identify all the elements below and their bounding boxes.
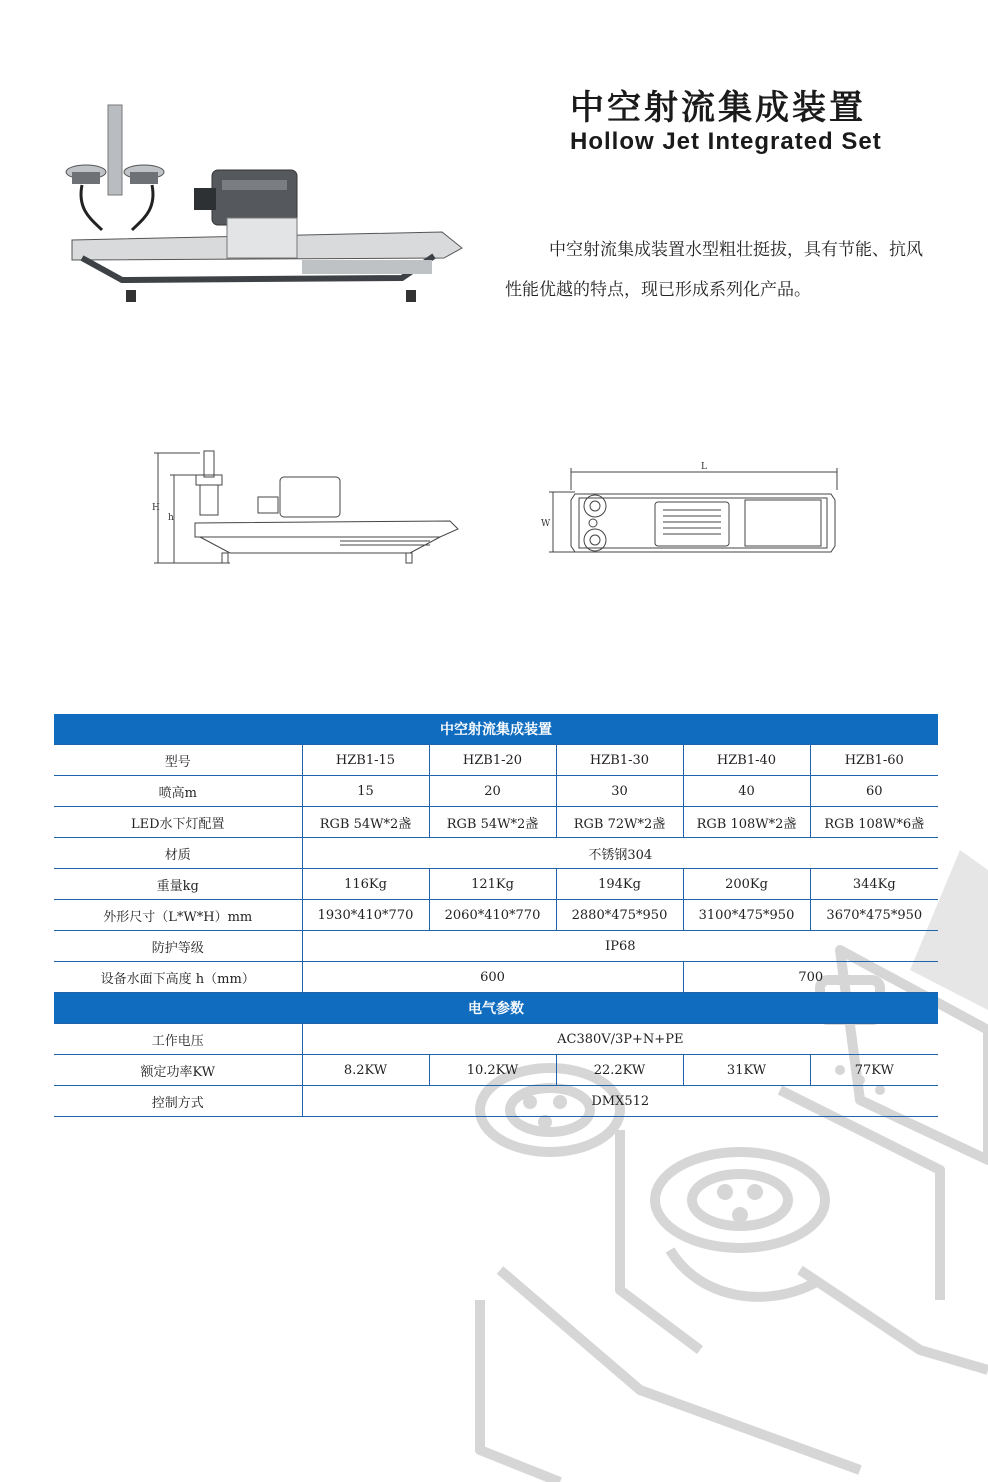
cell: 22.2KW [556,1055,683,1086]
cell: RGB 54W*2盏 [302,807,429,838]
cell: 31KW [683,1055,810,1086]
cell: 194Kg [556,869,683,900]
cell: HZB1-40 [683,745,810,776]
table-row-voltage [54,1024,938,1055]
row-label: 防护等级 [54,931,302,962]
cell: 不锈钢304 [302,838,938,869]
cell: 15 [302,776,429,807]
cell: 3100*475*950 [683,900,810,931]
cell: 700 [683,962,938,993]
cell: 200Kg [683,869,810,900]
cell: 3670*475*950 [810,900,938,931]
table-row-led [54,807,938,838]
row-label: 材质 [54,838,302,869]
page-subtitle: Hollow Jet Integrated Set [570,128,882,155]
cell: 344Kg [810,869,938,900]
row-label: 型号 [54,745,302,776]
spec-table [54,714,938,1117]
side-view-drawing [140,445,465,575]
page-title: 中空射流集成装置 [570,88,866,128]
cell: HZB1-30 [556,745,683,776]
cell: 1930*410*770 [302,900,429,931]
jet-nozzle-pipe [108,105,122,195]
table-row-protection [54,931,938,962]
cell: RGB 72W*2盏 [556,807,683,838]
cell: 20 [429,776,556,807]
dim-label-H: H [152,503,160,513]
table-row-weight [54,869,938,900]
table-section-header [54,714,938,745]
dim-label-W: W [541,519,551,529]
cell: AC380V/3P+N+PE [302,1024,938,1055]
table-row-dimensions [54,900,938,931]
table-row-power [54,1055,938,1086]
table-row-control [54,1086,938,1117]
cell: 116Kg [302,869,429,900]
cell: 60 [810,776,938,807]
cell: 121Kg [429,869,556,900]
cell: HZB1-20 [429,745,556,776]
product-description: 中空射流集成装置水型粗壮挺拔，具有节能、抗风性能优越的特点，现已形成系列化产品。 [505,240,923,300]
cell: 77KW [810,1055,938,1086]
cell: RGB 54W*2盏 [429,807,556,838]
row-label: 控制方式 [54,1086,302,1117]
cell: 8.2KW [302,1055,429,1086]
dim-label-L: L [701,462,707,472]
cell: 30 [556,776,683,807]
cell: HZB1-15 [302,745,429,776]
row-label: 额定功率KW [54,1055,302,1086]
cell: RGB 108W*2盏 [683,807,810,838]
product-photo [62,100,480,315]
top-view-drawing [535,460,845,570]
cell: HZB1-60 [810,745,938,776]
table-row-depth [54,962,938,993]
cell: 10.2KW [429,1055,556,1086]
cell: IP68 [302,931,938,962]
cell: RGB 108W*6盏 [810,807,938,838]
table-row-material [54,838,938,869]
row-label: 工作电压 [54,1024,302,1055]
row-label: 重量kg [54,869,302,900]
cell: 40 [683,776,810,807]
cell: 2880*475*950 [556,900,683,931]
section-title-electrical: 电气参数 [54,993,938,1024]
row-label: 喷高m [54,776,302,807]
cell: DMX512 [302,1086,938,1117]
section-title-product: 中空射流集成装置 [54,714,938,745]
row-label: LED水下灯配置 [54,807,302,838]
cell: 2060*410*770 [429,900,556,931]
row-label: 设备水面下高度 h（mm） [54,962,302,993]
row-label: 外形尺寸（L*W*H）mm [54,900,302,931]
cell: 600 [302,962,683,993]
table-section-header [54,993,938,1024]
table-row-spray-height [54,776,938,807]
table-row-model [54,745,938,776]
dim-label-h: h [168,513,174,523]
